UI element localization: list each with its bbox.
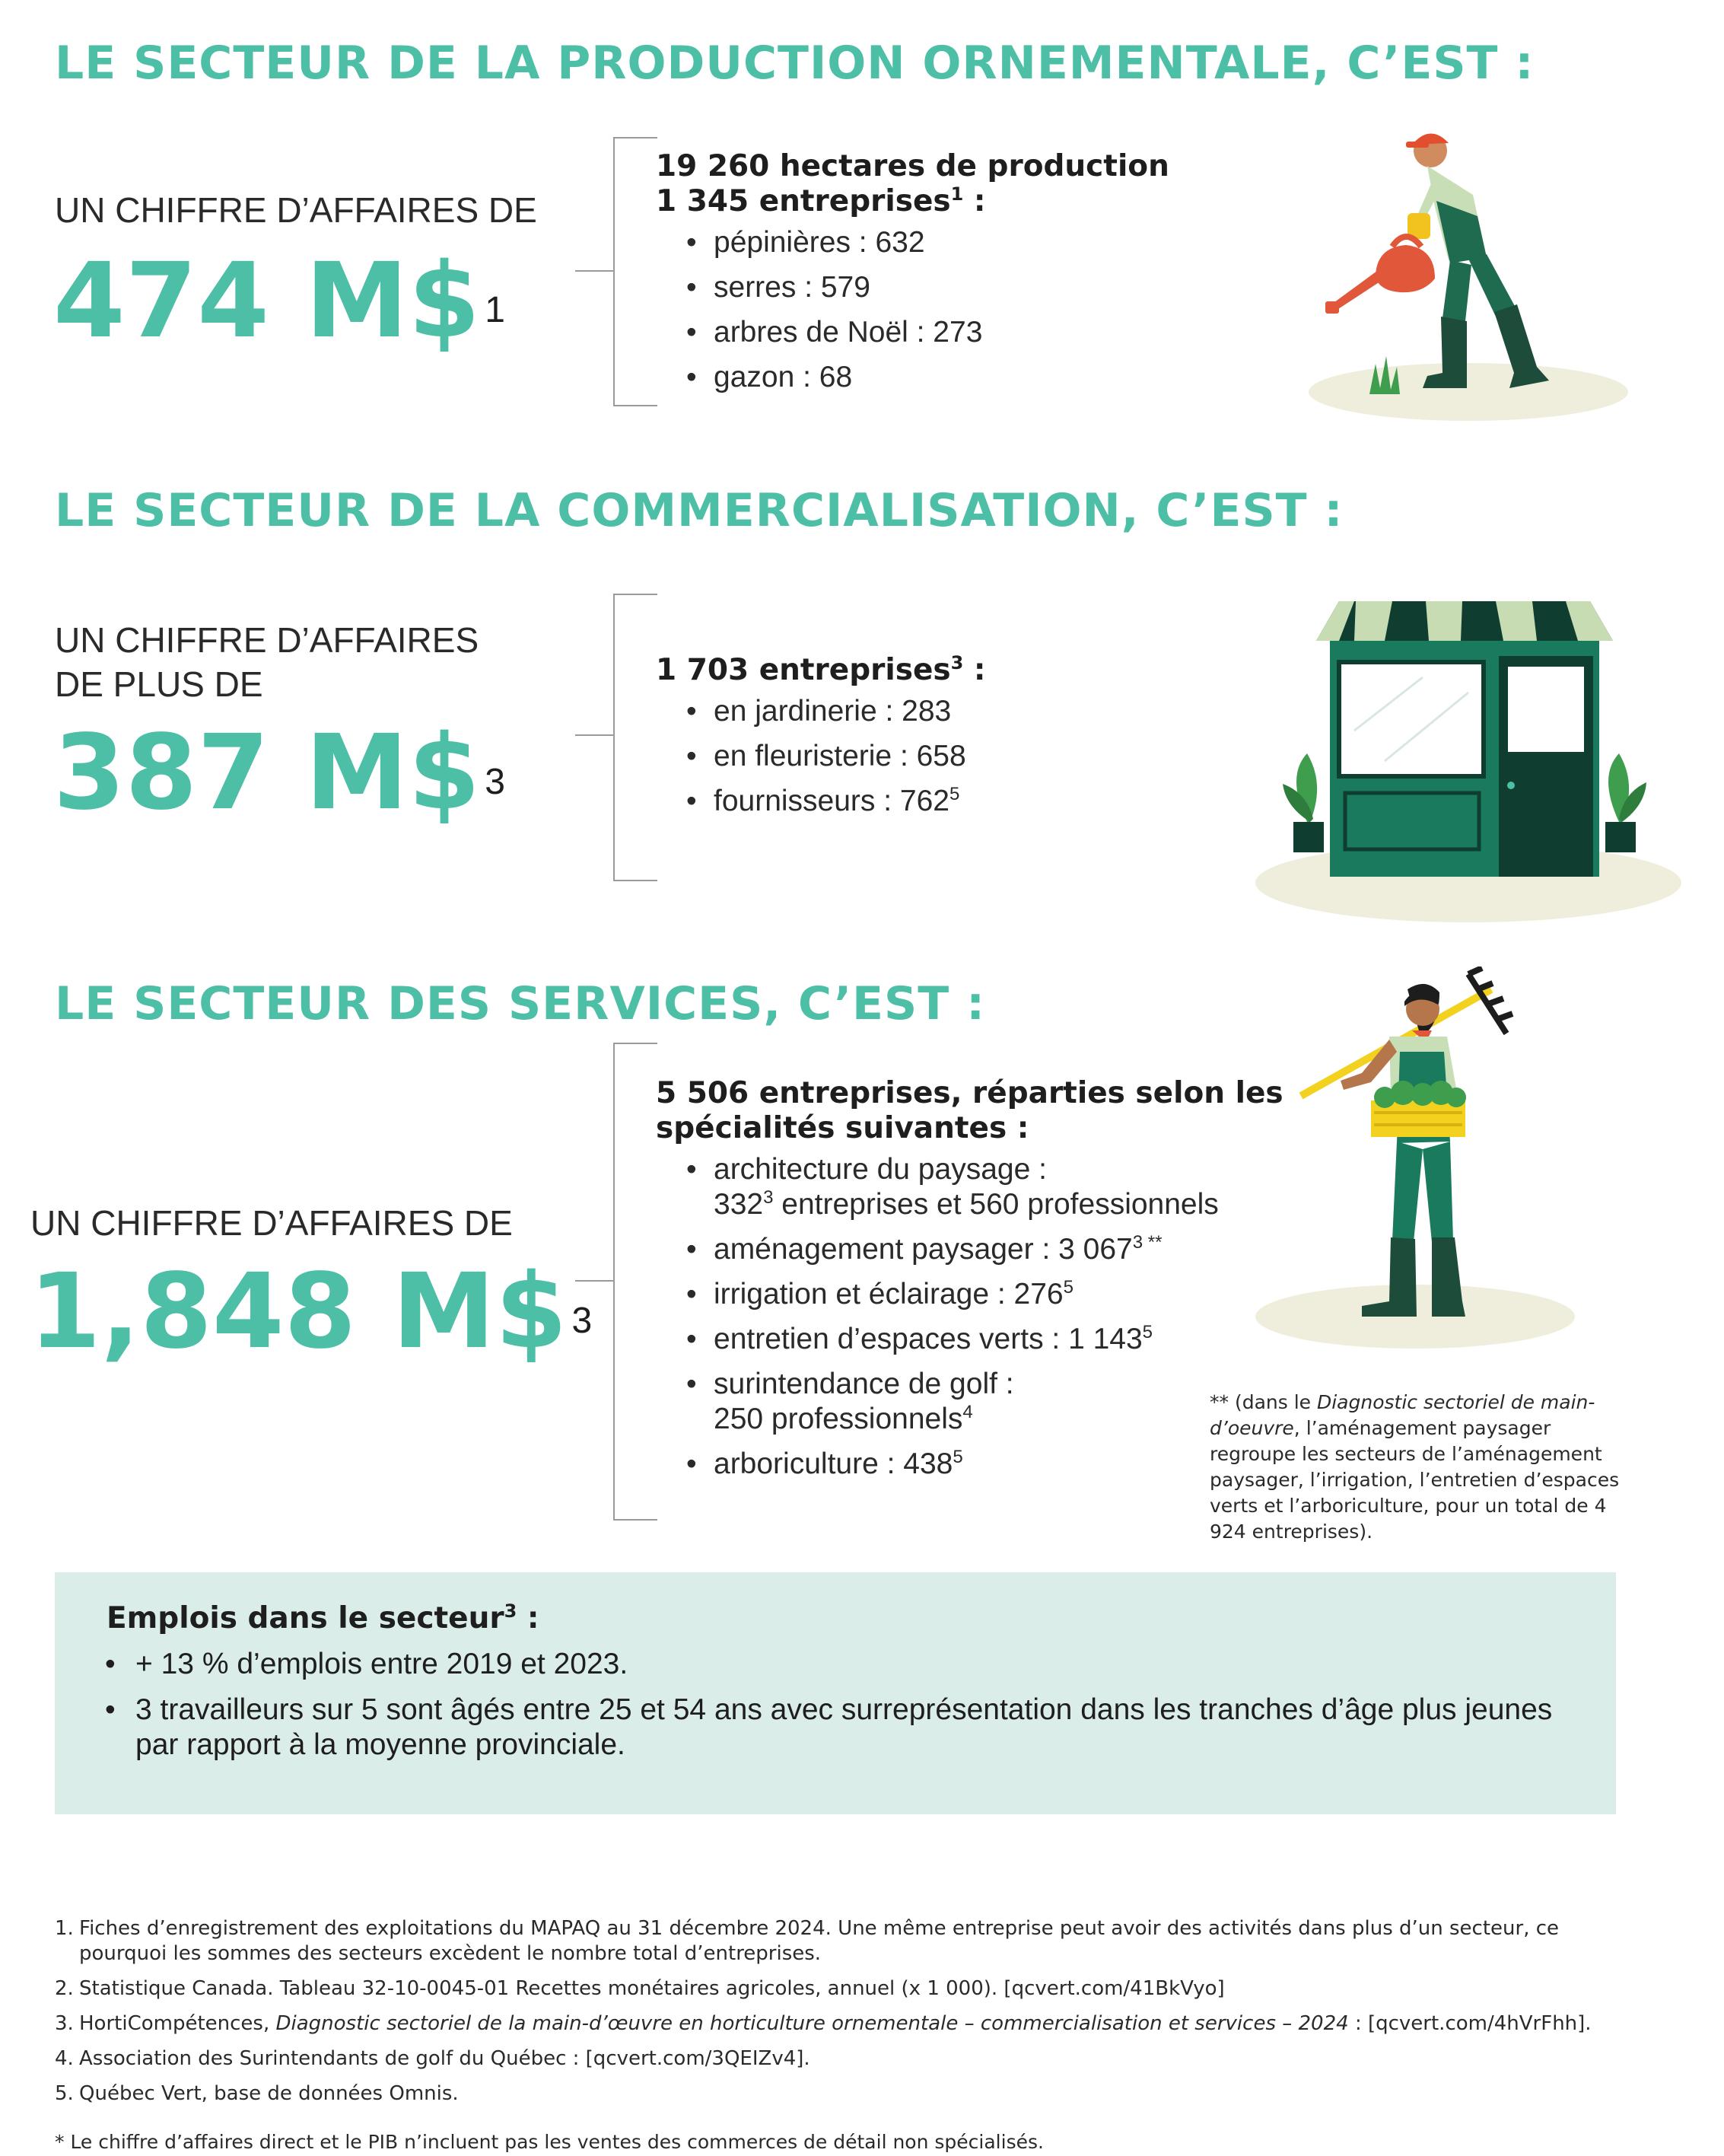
commercialisation-heading: LE SECTEUR DE LA COMMERCIALISATION, C’EST : [55,484,1344,537]
list-item: • gazon : 68 [686,360,1280,395]
reference-item: 3. HortiCompétences, Diagnostic sectoriel de la main-d’œuvre en horticulture ornementale – commercialisation et services – 2024 : [qcvert.com/4hVrFhh]. [55,2012,1592,2035]
gardener-watering-illustration [1286,122,1636,426]
list-item: • aménagement paysager : 3 $067^{3 **}$ [686,1232,1325,1267]
production-revenue-ref: 1 [485,290,505,330]
employment-title: Emplois dans le secteur$^3$ : [107,1600,539,1635]
storefront-illustration [1240,594,1681,928]
production-heading: LE SECTEUR DE LA PRODUCTION ORNEMENTALE, C’EST : [55,37,1535,90]
gardener-rake-illustration [1240,967,1636,1362]
employment-panel [55,1572,1616,1814]
list-item: • 3 travailleurs sur 5 sont âgés entre 25 et 54 ans avec surreprésentation dans les tranches d’âge plus jeunes par rapport à la moyenne provinciale. [105,1693,1581,1763]
list-item: • arboriculture : $438^5$ [686,1447,1325,1482]
list-item: • + 13 % d’emplois entre 2019 et 2023. [105,1647,1581,1682]
production-enterprises: 1 345 entreprises$^1$ : [656,183,986,218]
list-item: • surintendance de golf : 250 professionnels$^4$ [686,1367,1325,1437]
commercialisation-list [656,694,1280,819]
list-item: • fournisseurs : $762^5$ [686,784,1280,819]
commercialisation-revenue-amount: 387 M$ $^3$ [53,713,505,833]
list-item: • arbres de Noël : 273 [686,315,1280,350]
list-item: • irrigation et éclairage : $276^5$ [686,1277,1325,1312]
commercialisation-details [656,653,1280,829]
commercialisation-bracket [613,594,657,881]
services-bracket-tick [575,1280,615,1282]
production-bracket [613,137,657,406]
list-item: • entretien d’espaces verts : 1 $143^5$ [686,1322,1325,1357]
commercialisation-bracket-tick [575,734,615,736]
production-bracket-tick [575,270,615,272]
footnote: * Le chiffre d’affaires direct et le PIB n’incluent pas les ventes des commerces de détail non spécialisés. [55,2131,1044,2153]
reference-item: 2. Statistique Canada. Tableau 32-10-0045-01 Recettes monétaires agricoles, annuel (x 1 000). [qcvert.com/41BkVyo] [55,1977,1225,2000]
list-item: • pépinières : 632 [686,225,1280,260]
production-details [656,149,1280,405]
production-list [656,225,1280,395]
list-item: • en fleuristerie : 658 [686,739,1280,774]
services-revenue-amount: 1,848 M$ $^3$ [29,1252,593,1372]
commercialisation-enterprises: 1 703 entreprises$^3$ : [656,652,986,687]
services-heading: LE SECTEUR DES SERVICES, C’EST : [55,977,986,1030]
production-revenue-caption: UN CHIFFRE D’AFFAIRES DE [55,190,537,230]
reference-item: 5. Québec Vert, base de données Omnis. [55,2082,459,2105]
production-revenue-amount: 474 M$ $^1$ [53,241,505,361]
reference-item: 1. Fiches d’enregistrement des exploitations du MAPAQ au 31 décembre 2024. Une même entreprise peut avoir des activités dans plus d’un secteur, ce pourquoi les sommes des secteurs excèdent le nombre total d’entreprises. [55,1917,1560,1965]
references [55,1916,1616,2116]
production-hectares: 19 260 hectares de production [656,149,1169,183]
services-revenue-ref: 3 [571,1301,593,1341]
list-item: • architecture du paysage : $332^3$ entreprises et 560 professionnels [686,1152,1325,1222]
commercialisation-revenue-ref: 3 [485,762,505,802]
list-item: • serres : 579 [686,270,1280,305]
employment-list [105,1647,1581,1773]
services-note: ** (dans le Diagnostic sectoriel de main-d’oeuvre, l’aménagement paysager regroupe les secteurs de l’aménagement paysager, l’irrigation, l’entretien d’espaces verts et l’arboriculture, pour un total de 4 924 entreprises). [1210,1391,1620,1543]
list-item: • en jardinerie : 283 [686,694,1280,729]
commercialisation-revenue-caption: UN CHIFFRE D’AFFAIRES DE PLUS DE [55,620,479,704]
services-revenue-caption: UN CHIFFRE D’AFFAIRES DE [30,1203,513,1243]
services-bracket [613,1043,657,1521]
services-enterprises-line2: spécialités suivantes : [656,1111,1029,1145]
reference-item: 4. Association des Surintendants de golf du Québec : [qcvert.com/3QEIZv4]. [55,2047,810,2070]
services-enterprises-line1: 5 506 entreprises, réparties selon les [656,1076,1283,1110]
